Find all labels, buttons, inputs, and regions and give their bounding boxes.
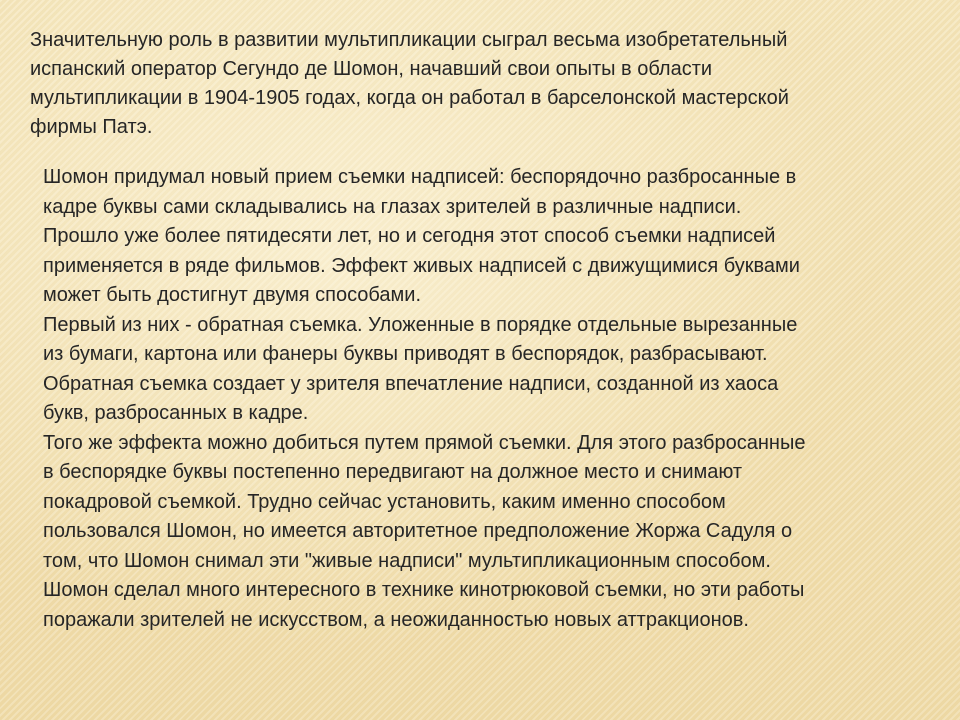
intro-paragraph: Значительную роль в развитии мультипликации сыграл весьма изобретательный испанский оператор Сегундо де Шомон, начавший свои опыты в области мультипликации в 1904-1905 годах, когда он работал в барселонской мастерской фирмы Патэ.	[30, 29, 789, 138]
body-text: Шомон придумал новый прием съемки надписей: беспорядочно разбросанные в кадре буквы сами складывались на глазах зрителей в различные надписи. Прошло уже более пятидесяти лет, но и сегодня этот способ съемки надписей применяется в ряде фильмов. Эффект живых надписей с движущимися буквами может быть достигнут двумя способами. Первый из них - обратная съемка. Уложенные в порядке отдельные вырезанные из бумаги, картона или фанеры буквы приводят в беспорядок, разбрасывают. Обратная съемка создает у зрителя впечатление надписи, созданной из хаоса букв, разбросанных в кадре. Того же эффекта можно добиться путем прямой съемки. Для этого разбросанные в беспорядке буквы постепенно передвигают на должное место и снимают покадровой съемкой. Трудно сейчас установить, каким именно способом пользовался Шомон, но имеется авторитетное предположение Жоржа Садуля о том, что Шомон снимал эти "живые надписи" мультипликационным способом. Шомон сделал много интересного в технике кинотрюковой съемки, но эти работы поражали зрителей не искусством, а неожиданностью новых аттракционов.	[43, 166, 806, 631]
